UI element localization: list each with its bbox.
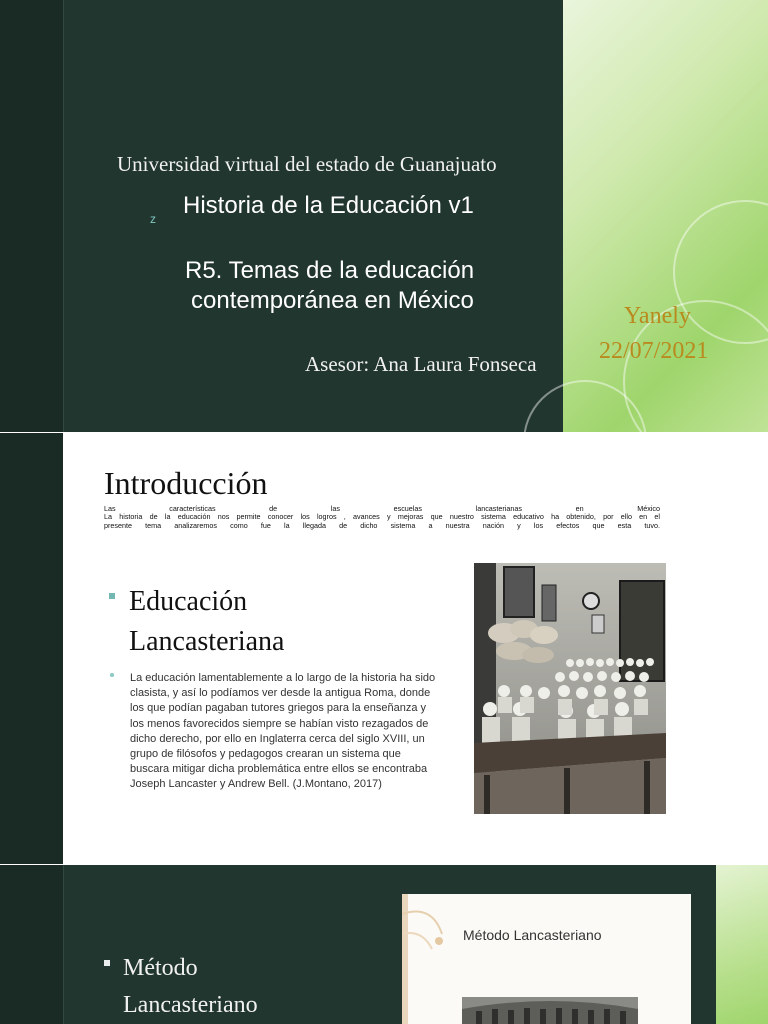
section-heading [123,950,258,1024]
slide-decorative-panel [716,865,768,1024]
presentation-date: 22/07/2021 [599,338,709,364]
z-marker-icon: z [150,212,156,226]
topic-line-1: R5. Temas de la educación [185,257,475,284]
round-bullet-icon [110,673,114,677]
slide-left-strip [0,433,63,864]
slide-left-strip [0,0,64,432]
advisor-name: Asesor: Ana Laura Fonseca [305,352,537,376]
slide-title: Introducción [104,465,268,501]
introduction-slide [0,433,768,864]
topic-title [185,256,555,316]
body-text: La educación lamentablemente a lo largo de la historia ha sido clasista, y así lo podíamos ver desde la antigua Roma, donde los que podían pagaban tutores griegos para la enseñanza y los menos favorecidos siempre se habían visto rezagados de dicho derecho, por ello en Inglaterra cerca del siglo XVIII, un grupo de filósofos y pedagogos crearan un sistema que buscara mitigar dicha problemática entre ellos se encontraba Joseph Lancaster y Andrew Bell. (J.Montano, 2017) [130,672,436,791]
university-name: Universidad virtual del estado de Guanajuato [117,152,497,176]
slide-left-strip [0,865,64,1024]
square-bullet-icon [109,593,119,601]
method-slide [0,865,768,1024]
intro-line: La historia de la educación nos permite conocer los logros , avances y mejoras que nuestro sistema educativo ha obtenido, por ello en el [104,512,660,522]
course-title: Historia de la Educación v1 [183,192,474,219]
section-heading-line-1: Educación [129,586,248,617]
student-name: Yanely [624,303,691,329]
card-title: Método Lancasteriano [463,927,602,943]
intro-line: presente tema analizaremos como fue la llegada de dicho sistema a nuestra nación y los efectos que esta tuvo. [104,520,660,530]
section-heading-line-2: Lancasteriana [129,626,285,657]
square-bullet-icon [104,960,110,966]
decorative-swirl-icon [402,894,462,954]
section-heading-line-1: Método [123,955,198,981]
title-slide [0,0,768,432]
section-heading [129,582,284,662]
classroom-photo [474,563,666,814]
topic-line-2: contemporánea en México [191,287,474,314]
intro-paragraph [104,505,660,530]
section-heading-line-2: Lancasteriano [123,992,258,1018]
intro-line: Las características de las escuelas lancasterianas en México [104,504,660,513]
embedded-slide-card [402,894,691,1024]
engraving-image [462,997,638,1024]
slide-decorative-panel [563,0,768,432]
